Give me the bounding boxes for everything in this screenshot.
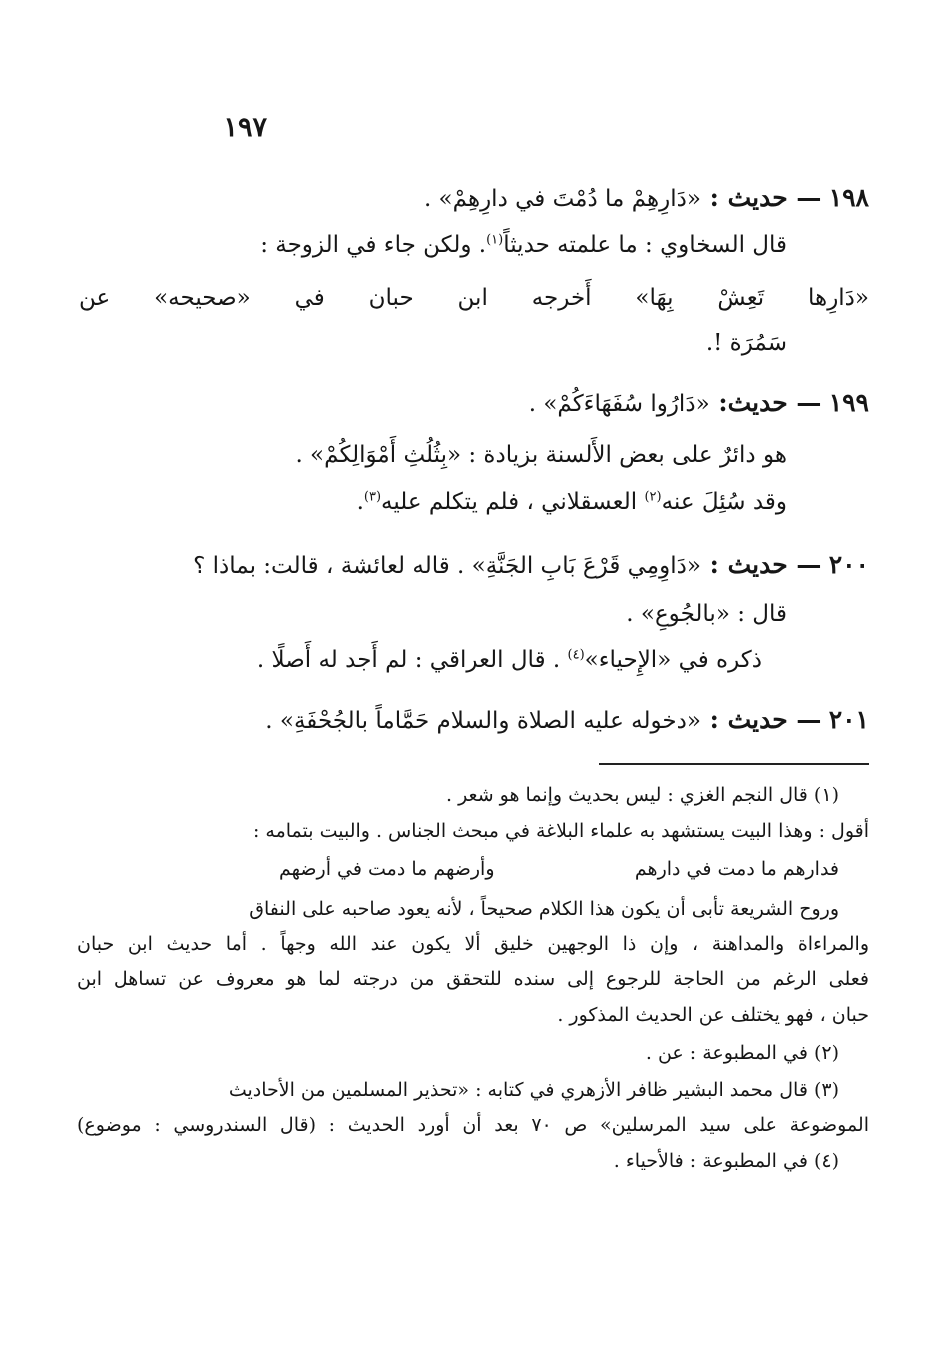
footnote-1-line-6: حبان ، فهو يختلف عن الحديث المذكور . [557,1004,869,1026]
footnote-3-line-1: (٣) قال محمد البشير ظافر الأزهري في كتابه : «تحذير المسلمين من الأحاديث [228,1079,839,1101]
footnote-1-line-3: وروح الشريعة تأبى أن يكون هذا الكلام صحيحاً ، لأنه يعود صاحبه على النفاق [249,898,839,920]
hadith-198-line-1 [260,232,787,260]
line-text: . قال العراقي : لم أَجد له أَصلًا . [256,647,568,673]
hadith-number: ٢٠١ [828,705,869,734]
footnote-1-line-5: فعلى الرغم من الحاجة للرجوع إلى سنده للتحقق من درجته لما هو معروف عن تساهل ابن [77,968,869,990]
hadith-text: «دَارُوا سُفَهَاءَكُمْ» . [528,391,710,417]
line-text: ذكره في «الإِحياء» [584,647,762,673]
hadith-label: حديث [727,550,788,579]
verse-first-hemistich: فدارهم ما دمت في دارهم [634,858,839,880]
hadith-text: «دَاوِمِي قَرْعَ بَابِ الجَنَّةِ» . قاله لعائشة ، قالت: بماذا ؟ [193,553,701,579]
hadith-199-line-1: هو دائرٌ على بعض الأَلسنة بزيادة : «بِثُلُثِ أَمْوَالِكُمْ» . [295,442,787,468]
footnote-1-line-4: والمراءاة والمداهنة ، وإن ذا الوجهين خليق ألا يكون عند الله وجهاً . أما حديث ابن حبان [77,933,869,955]
hadith-number: ١٩٩ [828,388,869,417]
footnote-divider [599,763,869,765]
hadith-text: «دَارِهِمْ ما دُمْتَ في دارِهِمْ» . [423,186,701,212]
footnote-ref: (٤) [567,647,585,663]
footnote-ref: (٢) [644,489,662,505]
line-text: وقد سُئِلَ عنه [661,489,787,515]
line-text: . ولكن جاء في الزوجة : [260,232,487,258]
footnote-1-line-2: أقول : وهذا البيت يستشهد به علماء البلاغة في مبحث الجناس . والبيت بتمامه : [252,820,869,842]
footnote-ref: (٣) [363,489,382,505]
hadith-201-heading: ٢٠١ — حديث : «دخوله عليه الصلاة والسلام حَمَّاماً بالجُحْفَةِ» . [265,705,869,734]
footnote-4: (٤) في المطبوعة : فالأحياء . [613,1150,839,1172]
hadith-199-line-2 [357,489,787,517]
line-text: قال السخاوي : ما علمته حديثاً [503,232,787,258]
verse-second-hemistich: وأرضهم ما دمت في أرضهم [279,858,495,880]
footnote-3-line-2: الموضوعة على سيد المرسلين» ص ٧٠ بعد أن أورد الحديث : (قال السندروسي : موضوع) [77,1114,869,1136]
hadith-text: «دخوله عليه الصلاة والسلام حَمَّاماً بالجُحْفَةِ» . [265,708,701,734]
verse [279,858,839,880]
hadith-label: حديث [727,388,788,417]
hadith-number: ١٩٨ [828,183,869,212]
hadith-number: ٢٠٠ [828,550,869,579]
hadith-198-line-3: سَمُرَة !. [705,330,787,356]
line-text: . [356,489,364,515]
footnote-ref: (١) [486,232,504,248]
hadith-200-line-2 [257,647,762,675]
hadith-198-heading: ١٩٨ — حديث : «دَارِهِمْ ما دُمْتَ في دارِهِمْ» . [423,183,869,212]
page-number: ١٩٧ [223,112,267,143]
hadith-200-line-1: قال : «بالجُوعِ» . [626,601,787,627]
hadith-label: حديث [727,183,788,212]
hadith-200-heading: ٢٠٠ — حديث : «دَاوِمِي قَرْعَ بَابِ الجَنَّةِ» . قاله لعائشة ، قالت: بماذا ؟ [193,550,869,579]
footnote-2: (٢) في المطبوعة : عن . [645,1042,839,1064]
hadith-199-heading: ١٩٩ — حديث: «دَارُوا سُفَهَاءَكُمْ» . [528,388,869,417]
line-text: العسقلاني ، فلم يتكلم عليه [381,489,645,515]
footnote-1-line-1: (١) قال النجم الغزي : ليس بحديث وإنما هو شعر . [445,784,839,806]
hadith-198-line-2: «دَارِها تَعِشْ بِهَا» أَخرجه ابن حبان في «صحيحه» عن [79,285,869,311]
hadith-label: حديث [727,705,788,734]
